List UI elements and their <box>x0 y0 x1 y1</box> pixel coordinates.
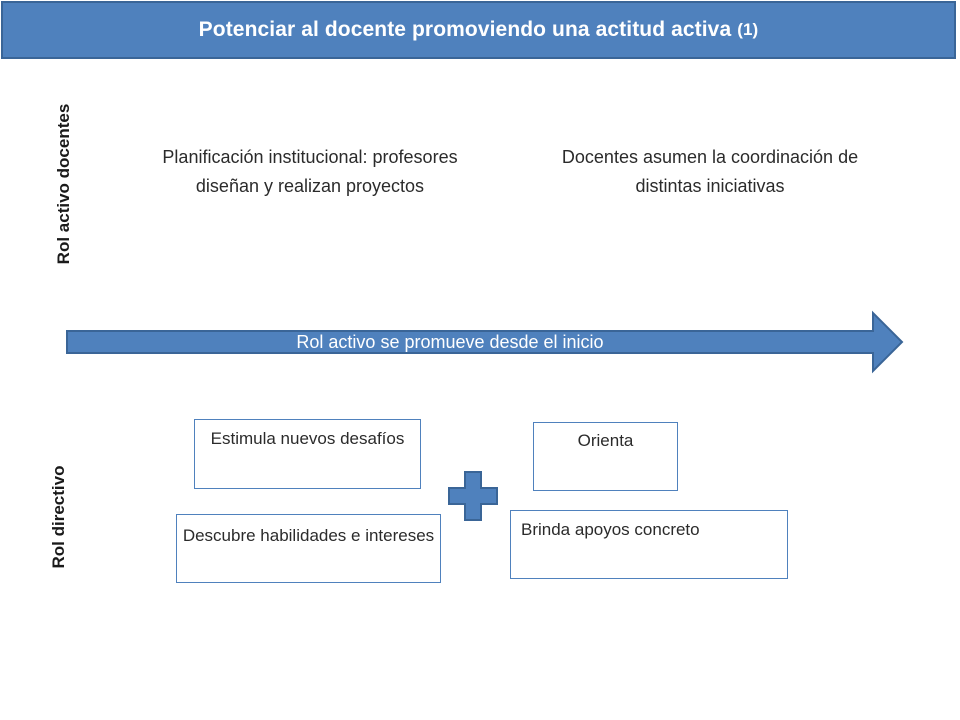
text-docentes-asumen: Docentes asumen la coordinación de distintas iniciativas <box>561 147 859 196</box>
page-title-suffix: (1) <box>737 20 759 39</box>
box-descubre-habilidades: Descubre habilidades e intereses <box>176 514 441 583</box>
side-label-rol-directivo: Rol directivo <box>49 465 68 569</box>
timeline-arrow-label: Rol activo se promueve desde el inicio <box>296 332 604 352</box>
box-orienta: Orienta <box>533 422 678 491</box>
box-brinda-apoyos: Brinda apoyos concreto <box>510 510 788 579</box>
plus-icon <box>447 470 499 522</box>
text-planificacion-institucional: Planificación institucional: profesores diseñan y realizan proyectos <box>162 147 458 196</box>
side-label-rol-activo-docentes: Rol activo docentes <box>54 103 73 265</box>
title-bar <box>1 1 956 59</box>
page-title: Potenciar al docente promoviendo una actitud activa <box>198 18 732 41</box>
box-estimula-nuevos-desafios: Estimula nuevos desafíos <box>194 419 421 489</box>
